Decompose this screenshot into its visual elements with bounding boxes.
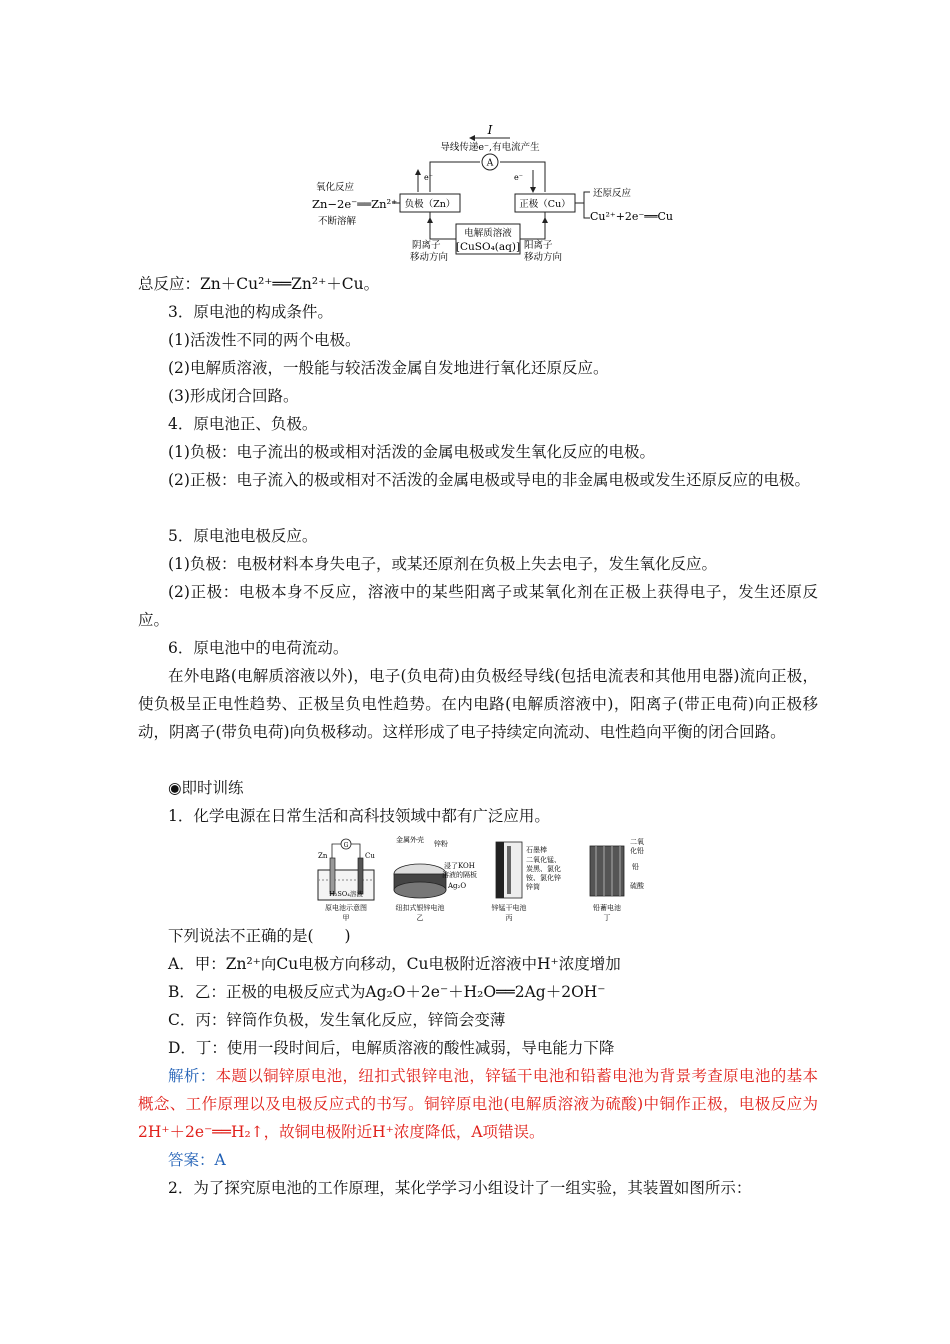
jia-g: G (343, 842, 349, 849)
wire-note: 导线传递e⁻,有电流产生 (440, 142, 540, 153)
option-c: C．丙：锌筒作负极，发生氧化反应，锌筒会变薄 (168, 1011, 506, 1029)
negative-electrode-label: 负极（Zn） (404, 199, 456, 210)
cu-zn-cell-diagram (300, 118, 680, 264)
section-5-heading: 5．原电池电极反应。 (168, 527, 318, 545)
cation-line1: 阳离子 (524, 240, 553, 251)
ding-caption2: 丁 (603, 914, 611, 922)
battery-ding (590, 837, 645, 922)
answer (138, 1146, 818, 1174)
analysis (138, 1062, 818, 1146)
section-3-item-1: (1)活泼性不同的两个电极。 (168, 331, 361, 349)
bing-mix2: 炭黑、氯化 (526, 865, 561, 873)
section-3-item-3: (3)形成闭合回路。 (168, 387, 299, 405)
ding-caption1: 铅蓄电池 (593, 904, 621, 912)
analysis-label: 解析： (168, 1067, 216, 1085)
electrolyte-line2: [CuSO₄(aq)] (455, 241, 521, 253)
battery-jia (318, 839, 375, 922)
option-a: A．甲：Zn²⁺向Cu电极方向移动，Cu电极附近溶液中H⁺浓度增加 (168, 955, 621, 973)
anion-line2: 移动方向 (410, 252, 449, 263)
left-note: 不断溶解 (318, 216, 357, 227)
battery-yi (394, 835, 477, 922)
question-1-stem: 下列说法不正确的是( ) (168, 927, 351, 945)
section-5-item-2: (2)正极：电极本身不反应，溶液中的某些阳离子或某氧化剂在正极上获得电子，发生还原反应。 (138, 583, 818, 629)
section-4-heading: 4．原电池正、负极。 (168, 415, 318, 433)
right-reaction-type: 还原反应 (593, 188, 632, 199)
option-d: D．丁：使用一段时间后，电解质溶液的酸性减弱，导电能力下降 (168, 1039, 615, 1057)
ammeter-label: A (486, 158, 494, 169)
jia-zn: Zn (318, 852, 328, 860)
section-3-heading: 3．原电池的构成条件。 (168, 303, 333, 321)
section-6-body: 在外电路(电解质溶液以外)，电子(负电荷)由负极经导线(包括电流表和其他用电器)流向正极，使负极呈正电性趋势、正极呈负电性趋势。在内电路(电解质溶液中)，阳离子(带正电荷)向正极移动，阴离子(带负电荷)向负极移动。这样形成了电子持续定向流动、电性趋向平衡的闭合回路。 (138, 667, 818, 741)
cation-arrow (520, 218, 545, 239)
question-2: 2．为了探究原电池的工作原理，某化学学习小组设计了一组实验，其装置如图所示： (168, 1179, 752, 1197)
electron-left: e⁻ (424, 173, 433, 182)
ding-acid: 硫酸 (630, 882, 644, 890)
current-symbol: I (487, 123, 493, 137)
electrolyte-line1: 电解质溶液 (464, 228, 512, 239)
bing-can: 锌筒 (526, 883, 540, 891)
bing-mix1: 二氧化锰、 (526, 856, 561, 864)
answer-value: A (214, 1151, 226, 1169)
left-reaction-type: 氧化反应 (316, 182, 355, 193)
ding-pbo2-2: 化铅 (630, 847, 644, 855)
total-reaction: 总反应：Zn＋Cu²⁺══Zn²⁺＋Cu。 (138, 275, 380, 293)
outer-wire (430, 162, 480, 192)
anion-arrow (430, 218, 456, 239)
section-6-heading: 6．原电池中的电荷流动。 (168, 639, 349, 657)
bing-mix3: 铵、氯化锌 (526, 874, 561, 882)
ding-pb: 铅 (632, 863, 639, 871)
right-equation: Cu²⁺+2e⁻══Cu (590, 210, 673, 223)
bing-caption2: 丙 (505, 914, 513, 922)
battery-bing (492, 842, 562, 922)
section-4-item-1: (1)负极：电子流出的极或相对活泼的金属电极或发生氧化反应的电极。 (168, 443, 655, 461)
jia-cu: Cu (365, 852, 375, 860)
yi-koh2: 溶液的隔板 (442, 871, 477, 879)
anion-line1: 阴离子 (412, 240, 441, 251)
jia-caption1: 原电池示意图 (325, 904, 367, 912)
yi-zinc: 锌粉 (434, 840, 448, 848)
yi-shell: 金属外壳 (396, 836, 424, 844)
jia-caption2: 甲 (342, 914, 350, 922)
section-5-item-1: (1)负极：电极材料本身失电子，或某还原剂在负极上失去电子，发生氧化反应。 (168, 555, 717, 573)
yi-ag2o: Ag₂O (448, 882, 467, 890)
yi-caption2: 乙 (416, 914, 424, 922)
section-3-item-2: (2)电解质溶液，一般能与较活泼金属自发地进行氧化还原反应。 (168, 359, 609, 377)
answer-label: 答案： (168, 1151, 215, 1169)
option-b: B．乙：正极的电极反应式为Ag₂O＋2e⁻＋H₂O══2Ag＋2OH⁻ (168, 983, 606, 1001)
yi-koh1: 浸了KOH (444, 862, 475, 870)
left-equation: Zn−2e⁻══Zn²⁺ (312, 197, 398, 211)
jia-solution: H₂SO₄溶液 (329, 890, 363, 898)
yi-caption1: 纽扣式银锌电池 (395, 904, 445, 912)
bing-rod: 石墨棒 (526, 846, 547, 854)
analysis-body: 本题以铜锌原电池，纽扣式银锌电池，锌锰干电池和铅蓄电池为背景考查原电池的基本概念、工作原理以及电极反应式的书写。铜锌原电池(电解质溶液为硫酸)中铜作正极，电极反应为2H⁺＋2e⁻══H₂↑，故铜电极附近H⁺浓度降低，A项错误。 (138, 1067, 818, 1141)
bing-caption1: 锌锰干电池 (491, 904, 527, 912)
battery-figure (312, 832, 652, 922)
cation-line2: 移动方向 (524, 252, 563, 263)
question-1: 1．化学电源在日常生活和高科技领域中都有广泛应用。 (168, 807, 550, 825)
ding-pbo2-1: 二氧 (630, 838, 644, 846)
electron-right: e⁻ (514, 173, 523, 182)
section-4-item-2: (2)正极：电子流入的极或相对不活泼的金属电极或导电的非金属电极或发生还原反应的电极。 (168, 471, 810, 489)
practice-title: ◉即时训练 (168, 779, 244, 797)
positive-electrode-label: 正极（Cu） (519, 199, 571, 210)
